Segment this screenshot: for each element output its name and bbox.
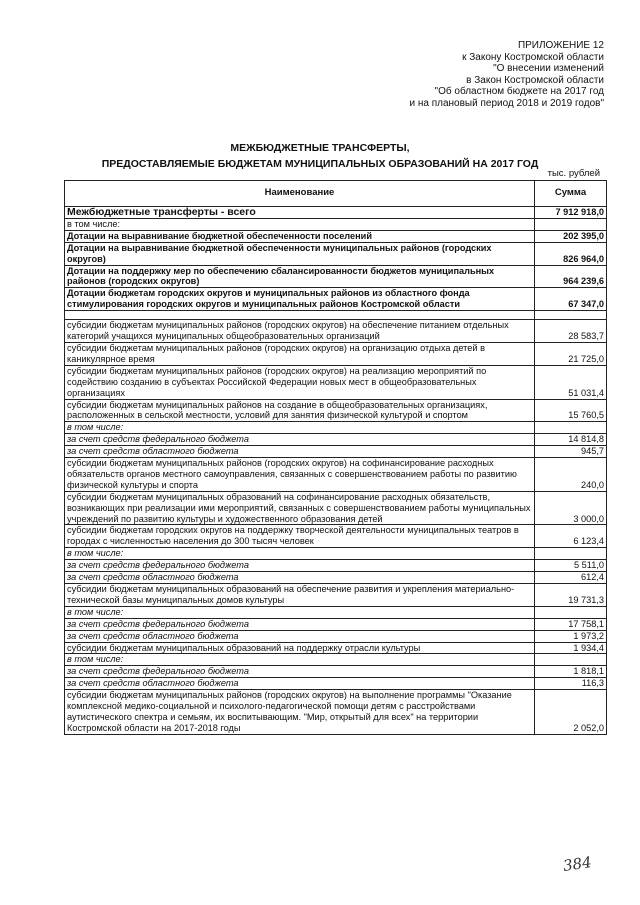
header-line: "Об областном бюджете на 2017 год: [434, 86, 604, 97]
row-sum-cell: [535, 654, 607, 666]
row-sum-cell: 3 000,0: [535, 491, 607, 525]
row-sum-cell: 28 583,7: [535, 320, 607, 343]
row-name-cell: в том числе:: [65, 218, 535, 230]
row-sum-cell: 240,0: [535, 458, 607, 492]
row-name-cell: за счет средств федерального бюджета: [65, 434, 535, 446]
table-row: [65, 288, 607, 311]
row-name-cell: Межбюджетные трансферты - всего: [65, 207, 535, 219]
table-row: [65, 265, 607, 288]
header-line: в Закон Костромской области: [466, 74, 604, 86]
table-row: [65, 584, 607, 607]
table-header-row: [65, 181, 607, 207]
row-name-cell: за счет средств областного бюджета: [65, 446, 535, 458]
row-name-cell: Дотации на поддержку мер по обеспечению сбалансированности бюджетов муниципальных районов (городских округов): [65, 265, 535, 288]
row-sum-cell: 51 031,4: [535, 365, 607, 399]
row-sum-cell: [535, 311, 607, 320]
row-name-cell: субсидии бюджетам городских округов на поддержку творческой деятельности муниципальных театров в городах с численностью населения до 300 тысяч человек: [65, 525, 535, 548]
row-sum-cell: 1 934,4: [535, 642, 607, 654]
table-row: [65, 434, 607, 446]
table-row: [65, 311, 607, 320]
table-row: [65, 630, 607, 642]
table-row: [65, 606, 607, 618]
table-row: [65, 642, 607, 654]
row-sum-cell: 202 395,0: [535, 230, 607, 242]
header-line: "О внесении изменений: [493, 63, 604, 74]
row-name-cell: в том числе:: [65, 548, 535, 560]
transfers-table: [64, 180, 607, 735]
table-row: [65, 207, 607, 219]
table-row: [65, 654, 607, 666]
table-row: [65, 446, 607, 458]
table-row: [65, 618, 607, 630]
table-body: [65, 207, 607, 735]
table-row: [65, 218, 607, 230]
row-sum-cell: [535, 218, 607, 230]
row-sum-cell: 15 760,5: [535, 399, 607, 422]
table-row: [65, 342, 607, 365]
row-name-cell: Дотации на выравнивание бюджетной обеспеченности поселений: [65, 230, 535, 242]
title-line-1: МЕЖБЮДЖЕТНЫЕ ТРАНСФЕРТЫ,: [230, 142, 410, 154]
table-row: [65, 560, 607, 572]
row-sum-cell: 6 123,4: [535, 525, 607, 548]
handwritten-page-number: 384: [562, 853, 594, 875]
row-sum-cell: 14 814,8: [535, 434, 607, 446]
table-row: [65, 666, 607, 678]
table-row: [65, 399, 607, 422]
row-name-cell: за счет средств областного бюджета: [65, 630, 535, 642]
row-name-cell: субсидии бюджетам муниципальных районов (городских округов) на софинансирование расходных обязательств органов местного самоуправления, связанных с совершенствованием работы по развитию физической культуры и спорта: [65, 458, 535, 492]
row-sum-cell: [535, 548, 607, 560]
table-row: [65, 365, 607, 399]
row-sum-cell: 2 052,0: [535, 690, 607, 735]
table-row: [65, 525, 607, 548]
row-sum-cell: [535, 606, 607, 618]
table-row: [65, 548, 607, 560]
row-name-cell: в том числе:: [65, 606, 535, 618]
row-name-cell: за счет средств федерального бюджета: [65, 666, 535, 678]
units-label: тыс. рублей: [547, 168, 600, 179]
table-row: [65, 242, 607, 265]
row-name-cell: субсидии бюджетам муниципальных образований на софинансирование расходных обязательств, возникающих при реализации ими мероприятий, связанных с совершенствованием работы муниципальных учреждений по развитию культуры и художественного образования детей: [65, 491, 535, 525]
row-sum-cell: 7 912 918,0: [535, 207, 607, 219]
row-name-cell: за счет средств федерального бюджета: [65, 618, 535, 630]
row-sum-cell: 826 964,0: [535, 242, 607, 265]
row-sum-cell: 945,7: [535, 446, 607, 458]
header-line: и на плановый период 2018 и 2019 годов": [409, 97, 604, 109]
row-sum-cell: 5 511,0: [535, 560, 607, 572]
header-line: ПРИЛОЖЕНИЕ 12: [517, 40, 604, 51]
column-header-sum: Сумма: [535, 181, 607, 207]
row-name-cell: за счет средств областного бюджета: [65, 678, 535, 690]
row-sum-cell: 964 239,6: [535, 265, 607, 288]
column-header-name: Наименование: [65, 181, 535, 207]
row-sum-cell: 19 731,3: [535, 584, 607, 607]
row-sum-cell: 21 725,0: [535, 342, 607, 365]
row-name-cell: субсидии бюджетам муниципальных районов (городских округов) на выполнение программы "Оказание комплексной медико-социальной и психолого-педагогической помощи детям с расстройствами аутистического спектра и семьям, их воспитывающим. "Мир, открытый для всех" на территории Костромской области на 2017-2018 годы: [65, 690, 535, 735]
row-name-cell: за счет средств федерального бюджета: [65, 560, 535, 572]
row-name-cell: субсидии бюджетам муниципальных районов на создание в общеобразовательных организациях, расположенных в сельской местности, условий для занятия физической культурой и спортом: [65, 399, 535, 422]
document-title: [0, 140, 640, 172]
header-line: к Закону Костромской области: [462, 51, 604, 63]
row-name-cell: [65, 311, 535, 320]
appendix-header: [409, 40, 604, 109]
row-sum-cell: 67 347,0: [535, 288, 607, 311]
row-name-cell: субсидии бюджетам муниципальных образований на поддержку отрасли культуры: [65, 642, 535, 654]
table-row: [65, 422, 607, 434]
table-row: [65, 491, 607, 525]
row-name-cell: субсидии бюджетам муниципальных районов (городских округов) на организацию отдыха детей в каникулярное время: [65, 342, 535, 365]
row-sum-cell: 1 818,1: [535, 666, 607, 678]
row-name-cell: в том числе:: [65, 422, 535, 434]
row-name-cell: Дотации на выравнивание бюджетной обеспеченности муниципальных районов (городских округов): [65, 242, 535, 265]
row-sum-cell: 116,3: [535, 678, 607, 690]
row-name-cell: субсидии бюджетам муниципальных районов (городских округов) на реализацию мероприятий по содействию созданию в субъектах Российской Федерации новых мест в общеобразовательных организациях: [65, 365, 535, 399]
table-row: [65, 230, 607, 242]
row-name-cell: субсидии бюджетам муниципальных образований на обеспечение развития и укрепления материально-технической базы муниципальных домов культуры: [65, 584, 535, 607]
table-row: [65, 458, 607, 492]
table-row: [65, 690, 607, 735]
row-name-cell: Дотации бюджетам городских округов и муниципальных районов из областного фонда стимулирования городских округов и муниципальных районов Костромской области: [65, 288, 535, 311]
row-sum-cell: 1 973,2: [535, 630, 607, 642]
table-row: [65, 678, 607, 690]
row-sum-cell: [535, 422, 607, 434]
row-name-cell: за счет средств областного бюджета: [65, 572, 535, 584]
title-line-2: ПРЕДОСТАВЛЯЕМЫЕ БЮДЖЕТАМ МУНИЦИПАЛЬНЫХ ОБРАЗОВАНИЙ НА 2017 ГОД: [101, 158, 539, 170]
table-row: [65, 320, 607, 343]
table-row: [65, 572, 607, 584]
row-sum-cell: 612,4: [535, 572, 607, 584]
row-sum-cell: 17 758,1: [535, 618, 607, 630]
row-name-cell: в том числе:: [65, 654, 535, 666]
row-name-cell: субсидии бюджетам муниципальных районов (городских округов) на обеспечение питанием отдельных категорий учащихся муниципальных общеобразовательных организаций: [65, 320, 535, 343]
